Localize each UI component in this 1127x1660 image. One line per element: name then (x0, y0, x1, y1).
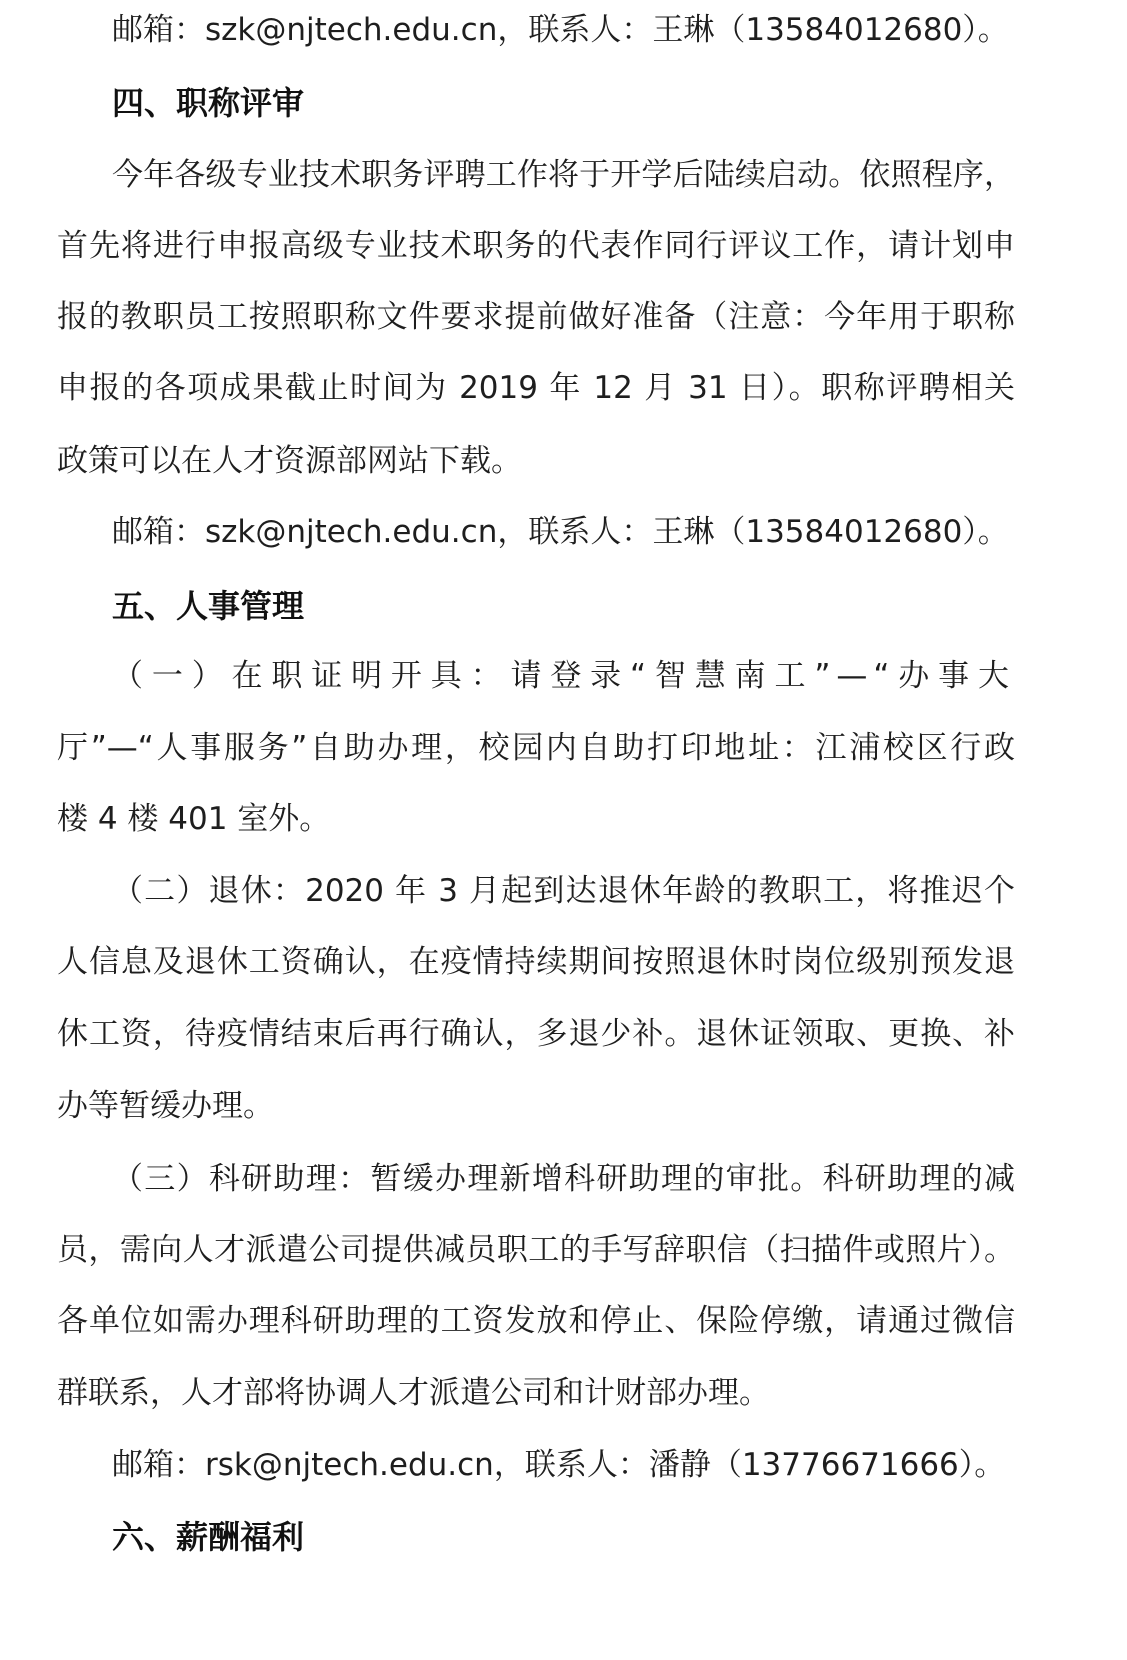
section4-heading: 四、职称评审 (112, 84, 305, 122)
section5-item3-line-2: 员，需向人才派遣公司提供减员职工的手写辞职信（扫描件或照片）。 (57, 1232, 1015, 1268)
section4-paragraph-line-4: 申报的各项成果截止时间为 2019 年 12 月 31 日）。职称评聘相关 (57, 370, 1015, 406)
section5-item1-line-3: 楼 4 楼 401 室外。 (57, 801, 331, 837)
section5-item1-line-1: （一）在职证明开具：请登录“智慧南工”—“办事大 (112, 658, 1015, 694)
section5-item2-line-4: 办等暂缓办理。 (57, 1088, 274, 1124)
section5-contact: 邮箱：rsk@njtech.edu.cn，联系人：潘静（13776671666）。 (112, 1447, 1006, 1483)
section5-item1-line-2: 厅”—“人事服务”自助办理，校园内自助打印地址：江浦校区行政 (57, 730, 1015, 766)
section4-paragraph-line-5: 政策可以在人才资源部网站下载。 (57, 443, 522, 479)
section4-contact: 邮箱：szk@njtech.edu.cn，联系人：王琳（13584012680）。 (112, 514, 1009, 550)
section5-heading: 五、人事管理 (112, 587, 305, 625)
section3-contact: 邮箱：szk@njtech.edu.cn，联系人：王琳（13584012680）。 (112, 12, 1009, 48)
section4-paragraph-line-1: 今年各级专业技术职务评聘工作将于开学后陆续启动。依照程序， (112, 157, 1015, 193)
section5-item2-line-2: 人信息及退休工资确认，在疫情持续期间按照退休时岗位级别预发退 (57, 944, 1015, 980)
section5-item3-line-3: 各单位如需办理科研助理的工资发放和停止、保险停缴，请通过微信 (57, 1303, 1015, 1339)
section4-paragraph-line-2: 首先将进行申报高级专业技术职务的代表作同行评议工作，请计划申 (57, 228, 1015, 264)
section5-item2-line-3: 休工资，待疫情结束后再行确认，多退少补。退休证领取、更换、补 (57, 1016, 1015, 1052)
section6-heading: 六、薪酬福利 (112, 1518, 305, 1556)
section4-paragraph-line-3: 报的教职员工按照职称文件要求提前做好准备（注意：今年用于职称 (57, 299, 1015, 335)
section5-item3-line-4: 群联系，人才部将协调人才派遣公司和计财部办理。 (57, 1375, 770, 1411)
section5-item2-line-1: （二）退休：2020 年 3 月起到达退休年龄的教职工，将推迟个 (112, 873, 1015, 909)
section5-item3-line-1: （三）科研助理：暂缓办理新增科研助理的审批。科研助理的减 (112, 1161, 1015, 1197)
